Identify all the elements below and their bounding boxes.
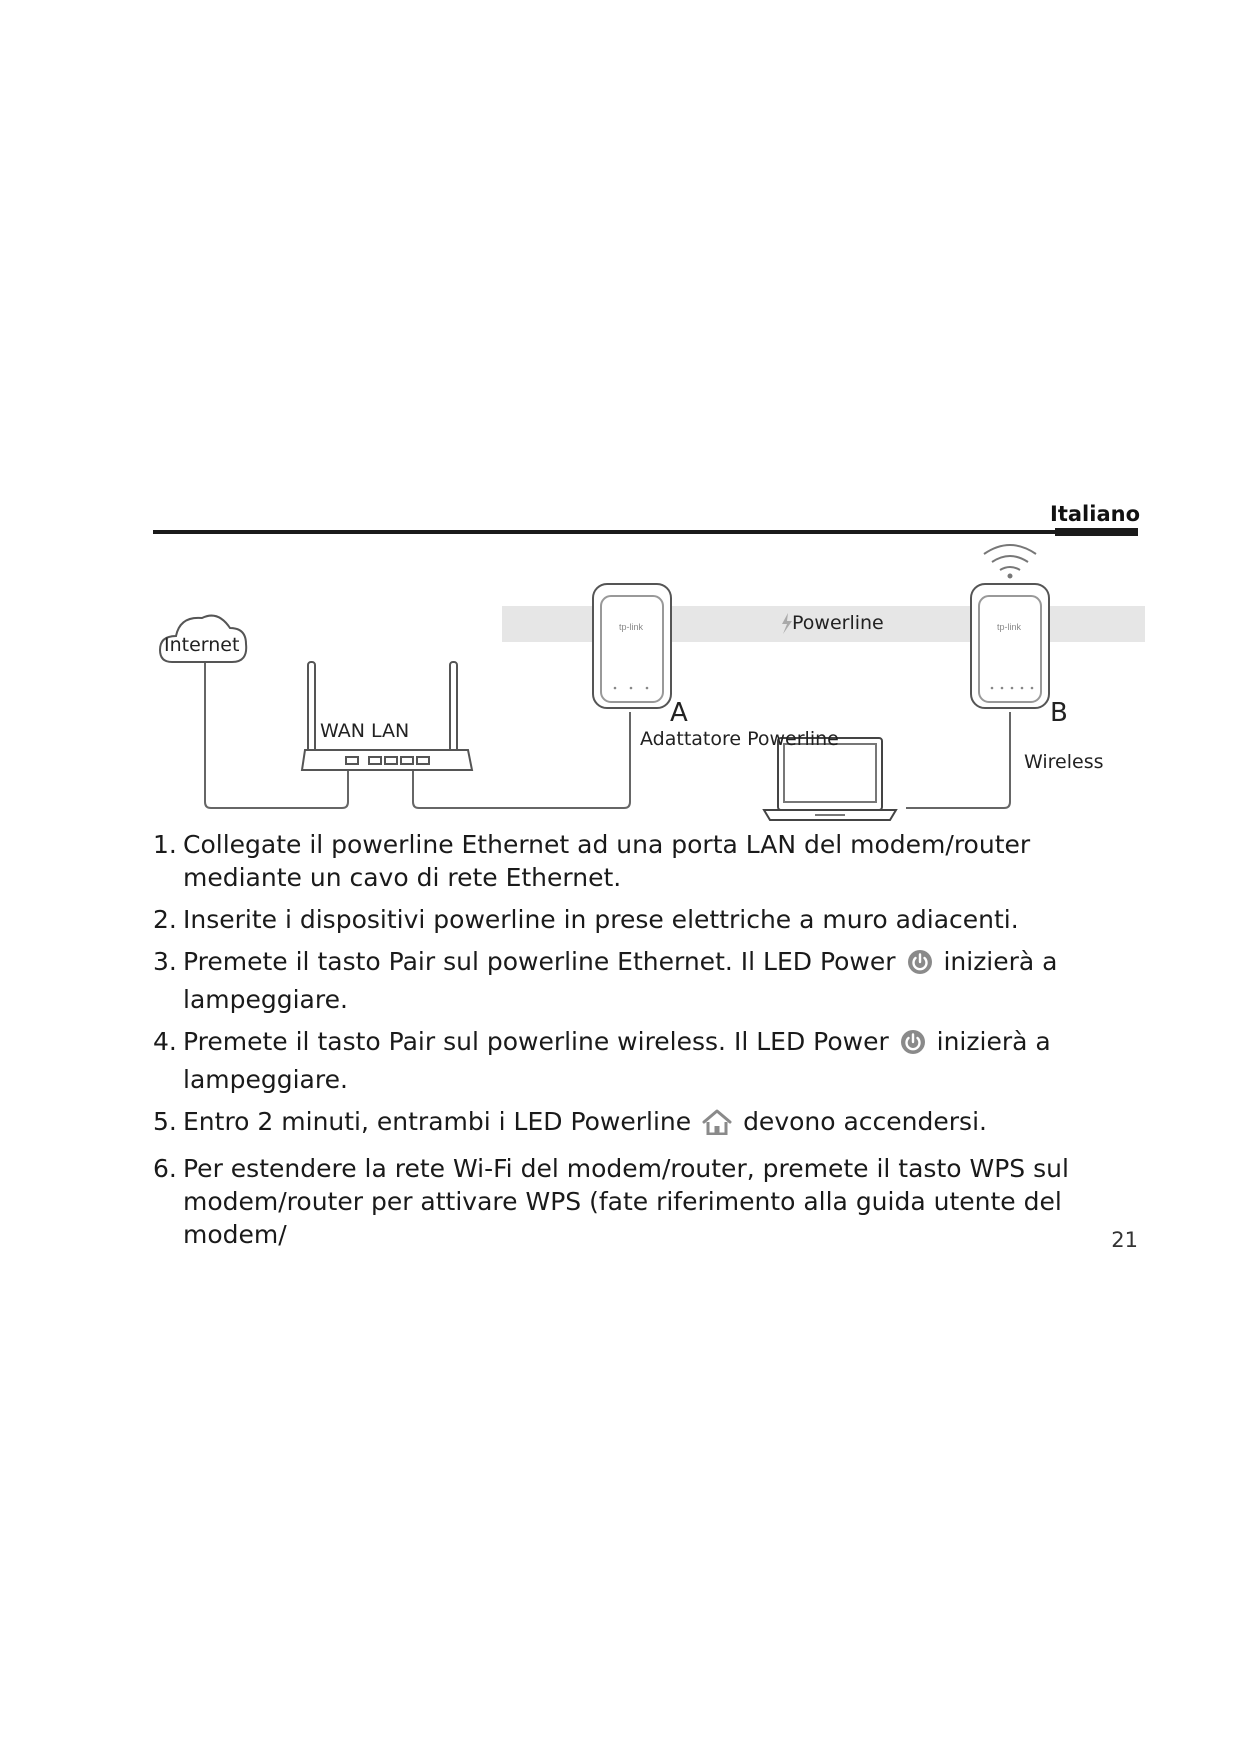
adapter-b-letter: B [1050, 698, 1068, 728]
svg-text:tp-link: tp-link [619, 622, 644, 632]
step-text-after: inizierà a lampeggiare. [183, 947, 1058, 1014]
adapter-b-label: Wireless [1024, 751, 1104, 773]
powerline-label: Powerline [792, 612, 884, 634]
power-icon [907, 949, 933, 983]
step-number: 1. [153, 830, 177, 859]
step-text: Per estendere la rete Wi-Fi del modem/router, premete il tasto WPS sul modem/router per attivare WPS (fate riferimento alla guida utente del modem/ [183, 1154, 1069, 1249]
adapter-a-letter: A [670, 698, 688, 728]
step-text-after: devono accendersi. [743, 1107, 987, 1136]
step-item [153, 1152, 1143, 1251]
step-number: 6. [153, 1154, 177, 1183]
header-tab-marker [1055, 528, 1138, 536]
step-text: Inserite i dispositivi powerline in prese elettriche a muro adiacenti. [183, 905, 1019, 934]
page-number: 21 [1111, 1228, 1138, 1252]
step-item [153, 945, 1143, 1016]
step-text-before: Premete il tasto Pair sul powerline wireless. Il LED Power [183, 1027, 889, 1056]
step-item [153, 903, 1143, 936]
step-text-before: Premete il tasto Pair sul powerline Ethernet. Il LED Power [183, 947, 896, 976]
diagram-drawing [150, 540, 1145, 820]
internet-label: Internet [164, 634, 240, 656]
network-diagram [150, 540, 1145, 820]
step-number: 3. [153, 947, 177, 976]
adapter-a-label: Adattatore Powerline [640, 728, 839, 750]
house-icon [702, 1109, 732, 1143]
step-text-after: inizierà a lampeggiare. [183, 1027, 1051, 1094]
instruction-steps [153, 828, 1143, 1260]
step-text-before: Entro 2 minuti, entrambi i LED Powerline [183, 1107, 692, 1136]
router-ports-label: WAN LAN [320, 720, 410, 742]
step-number: 2. [153, 905, 177, 934]
powerline-adapter-b-icon [971, 584, 1049, 708]
step-item [153, 828, 1143, 894]
step-text: Collegate il powerline Ethernet ad una porta LAN del modem/router mediante un cavo di rete Ethernet. [183, 830, 1031, 892]
step-number: 4. [153, 1027, 177, 1056]
header-rule [153, 530, 1138, 534]
step-item [153, 1025, 1143, 1096]
svg-text:tp-link: tp-link [997, 622, 1022, 632]
step-number: 5. [153, 1107, 177, 1136]
powerline-adapter-a-icon [593, 584, 671, 708]
power-icon [900, 1029, 926, 1063]
header-language: Italiano [1050, 502, 1140, 526]
step-item [153, 1105, 1143, 1143]
laptop-icon [764, 738, 896, 820]
router-icon [302, 662, 472, 770]
wifi-signal-icon [984, 545, 1036, 578]
laptop-cable-to-b [906, 712, 1010, 808]
